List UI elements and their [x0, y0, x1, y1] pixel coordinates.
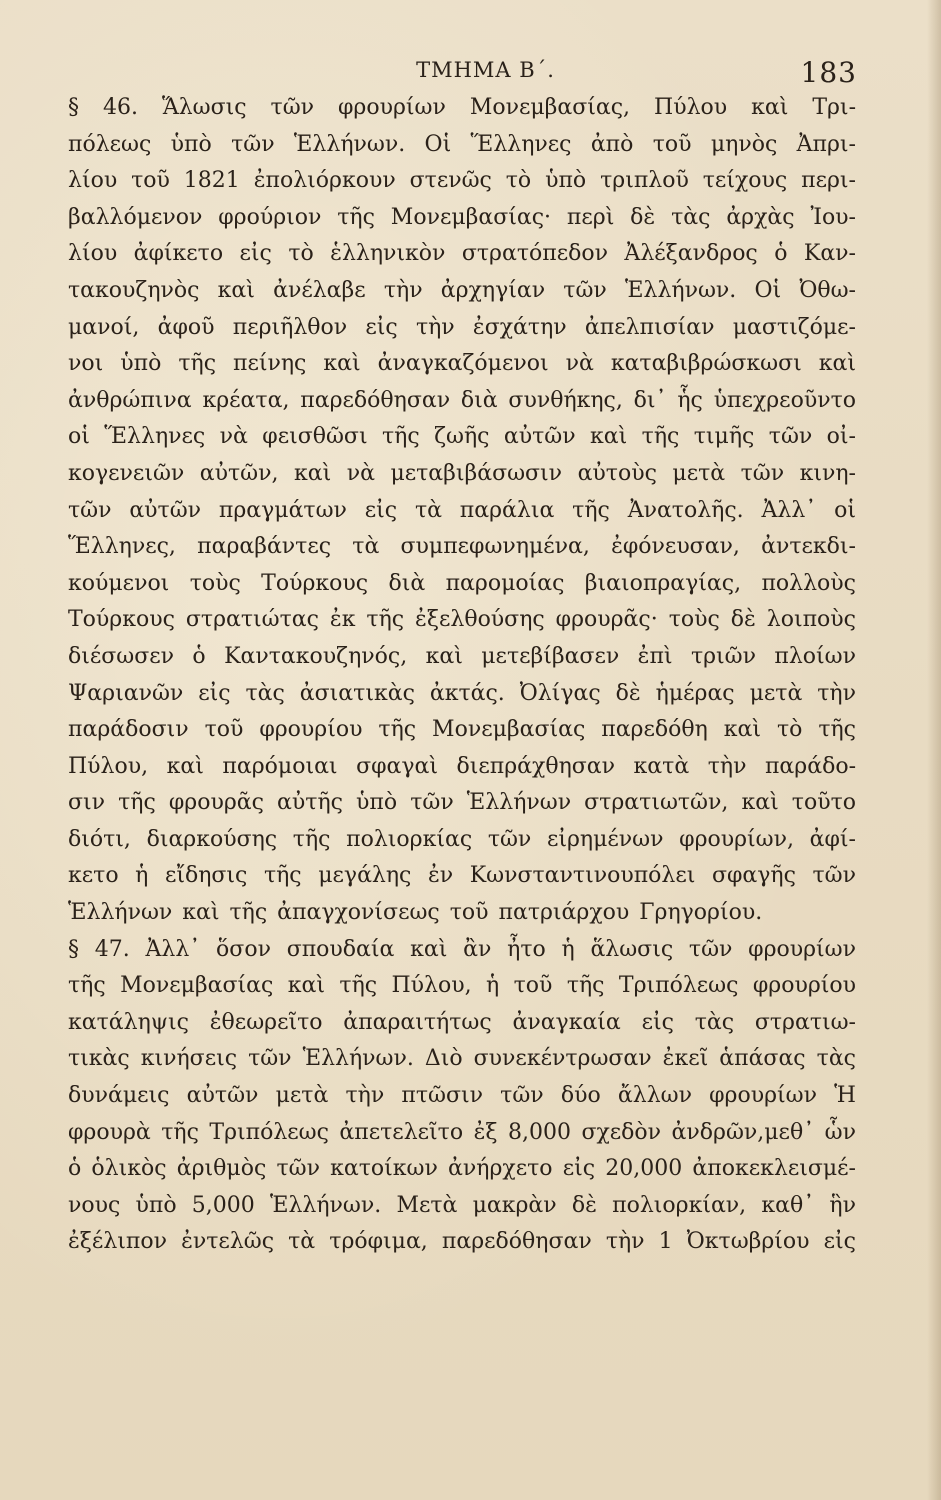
text-line: Ἑλλήνων καὶ τῆς ἀπαγχονίσεως τοῦ πατριάρχου Γρηγορίου.	[68, 900, 763, 926]
text-line: § 47. Ἀλλ᾿ ὅσον σπουδαία καὶ ἂν ἦτο ἡ ἅλωσις τῶν φρουρίων	[68, 936, 856, 962]
text-line: λίου ἀφίκετο εἰς τὸ ἑλληνικὸν στρατόπεδον Ἀλέξανδρος ὁ Καν-	[68, 241, 856, 267]
text-line: πόλεως ὑπὸ τῶν Ἑλλήνων. Οἱ Ἕλληνες ἀπὸ τοῦ μηνὸς Ἀπρι-	[68, 131, 856, 157]
text-line: λίου τοῦ 1821 ἐπολιόρκουν στενῶς τὸ ὑπὸ τριπλοῦ τείχους περι-	[68, 168, 856, 194]
text-line: Πύλου, καὶ παρόμοιαι σφαγαὶ διεπράχθησαν κατὰ τὴν παράδο-	[68, 753, 856, 779]
text-line: Ἕλληνες, παραβάντες τὰ συμπεφωνημένα, ἐφόνευσαν, ἀντεκδι-	[68, 534, 856, 560]
text-line: διέσωσεν ὁ Καντακουζηνός, καὶ μετεβίβασεν ἐπὶ τριῶν πλοίων	[68, 643, 856, 669]
running-header: ΤΜΗΜΑ Β΄.	[416, 58, 555, 82]
text-line: κούμενοι τοὺς Τούρκους διὰ παρομοίας βιαιοπραγίας, πολλοὺς	[68, 570, 856, 596]
text-line: τῆς Μονεμβασίας καὶ τῆς Πύλου, ἡ τοῦ τῆς Τριπόλεως φρουρίου	[68, 973, 856, 999]
text-line: δυνάμεις αὐτῶν μετὰ τὴν πτῶσιν τῶν δύο ἄλλων φρουρίων Ἡ	[68, 1083, 856, 1109]
text-line: νοι ὑπὸ τῆς πείνης καὶ ἀναγκαζόμενοι νὰ καταβιβρώσκωσι καὶ	[68, 351, 856, 377]
text-line: τικὰς κινήσεις τῶν Ἑλλήνων. Διὸ συνεκέντρωσαν ἐκεῖ ἁπάσας τὰς	[68, 1046, 856, 1072]
text-line: σιν τῆς φρουρᾶς αὐτῆς ὑπὸ τῶν Ἑλλήνων στρατιωτῶν, καὶ τοῦτο	[68, 790, 856, 816]
text-line: μανοί, ἀφοῦ περιῆλθον εἰς τὴν ἐσχάτην ἀπελπισίαν μαστιζόμε-	[68, 314, 856, 340]
text-line: νους ὑπὸ 5,000 Ἑλλήνων. Μετὰ μακρὰν δὲ πολιορκίαν, καθ᾿ ἣν	[68, 1192, 856, 1218]
text-line: διότι, διαρκούσης τῆς πολιορκίας τῶν εἰρημένων φρουρίων, ἀφί-	[68, 826, 856, 852]
text-line: κατάληψις ἐθεωρεῖτο ἀπαραιτήτως ἀναγκαία εἰς τὰς στρατιω-	[68, 1009, 856, 1035]
text-line: κογενειῶν αὐτῶν, καὶ νὰ μεταβιβάσωσιν αὐτοὺς μετὰ τῶν κινη-	[68, 460, 856, 486]
text-line: τακουζηνὸς καὶ ἀνέλαβε τὴν ἀρχηγίαν τῶν Ἑλλήνων. Οἱ Ὀθω-	[68, 277, 856, 303]
text-line: φρουρὰ τῆς Τριπόλεως ἀπετελεῖτο ἐξ 8,000 σχεδὸν ἀνδρῶν,μεθ᾿ ὧν	[68, 1119, 856, 1145]
text-line: Τούρκους στρατιώτας ἐκ τῆς ἐξελθούσης φρουρᾶς· τοὺς δὲ λοιποὺς	[68, 607, 856, 633]
text-line: ἀνθρώπινα κρέατα, παρεδόθησαν διὰ συνθήκης, δι᾿ ἧς ὑπεχρεοῦντο	[68, 387, 856, 413]
text-line: οἱ Ἕλληνες νὰ φεισθῶσι τῆς ζωῆς αὐτῶν καὶ τῆς τιμῆς τῶν οἰ-	[68, 424, 856, 450]
text-line: Ψαριανῶν εἰς τὰς ἀσιατικὰς ἀκτάς. Ὀλίγας δὲ ἡμέρας μετὰ τὴν	[68, 680, 856, 706]
text-line: βαλλόμενον φρούριον τῆς Μονεμβασίας· περὶ δὲ τὰς ἀρχὰς Ἰου-	[68, 204, 856, 230]
text-line: τῶν αὐτῶν πραγμάτων εἰς τὰ παράλια τῆς Ἀνατολῆς. Ἀλλ᾿ οἱ	[68, 497, 856, 523]
text-line: ἐξέλιπον ἐντελῶς τὰ τρόφιμα, παρεδόθησαν τὴν 1 Ὀκτωβρίου εἰς	[68, 1229, 856, 1255]
text-line: § 46. Ἅλωσις τῶν φρουρίων Μονεμβασίας, Πύλου καὶ Τρι-	[68, 95, 856, 120]
text-line: παράδοσιν τοῦ φρουρίου τῆς Μονεμβασίας παρεδόθη καὶ τὸ τῆς	[68, 717, 856, 743]
body-text	[68, 90, 856, 1261]
page-number: 183	[800, 56, 857, 89]
text-line: ὁ ὁλικὸς ἀριθμὸς τῶν κατοίκων ἀνήρχετο εἰς 20,000 ἀποκεκλεισμέ-	[68, 1156, 856, 1182]
text-line: κετο ἡ εἴδησις τῆς μεγάλης ἐν Κωνσταντινουπόλει σφαγῆς τῶν	[68, 863, 856, 889]
